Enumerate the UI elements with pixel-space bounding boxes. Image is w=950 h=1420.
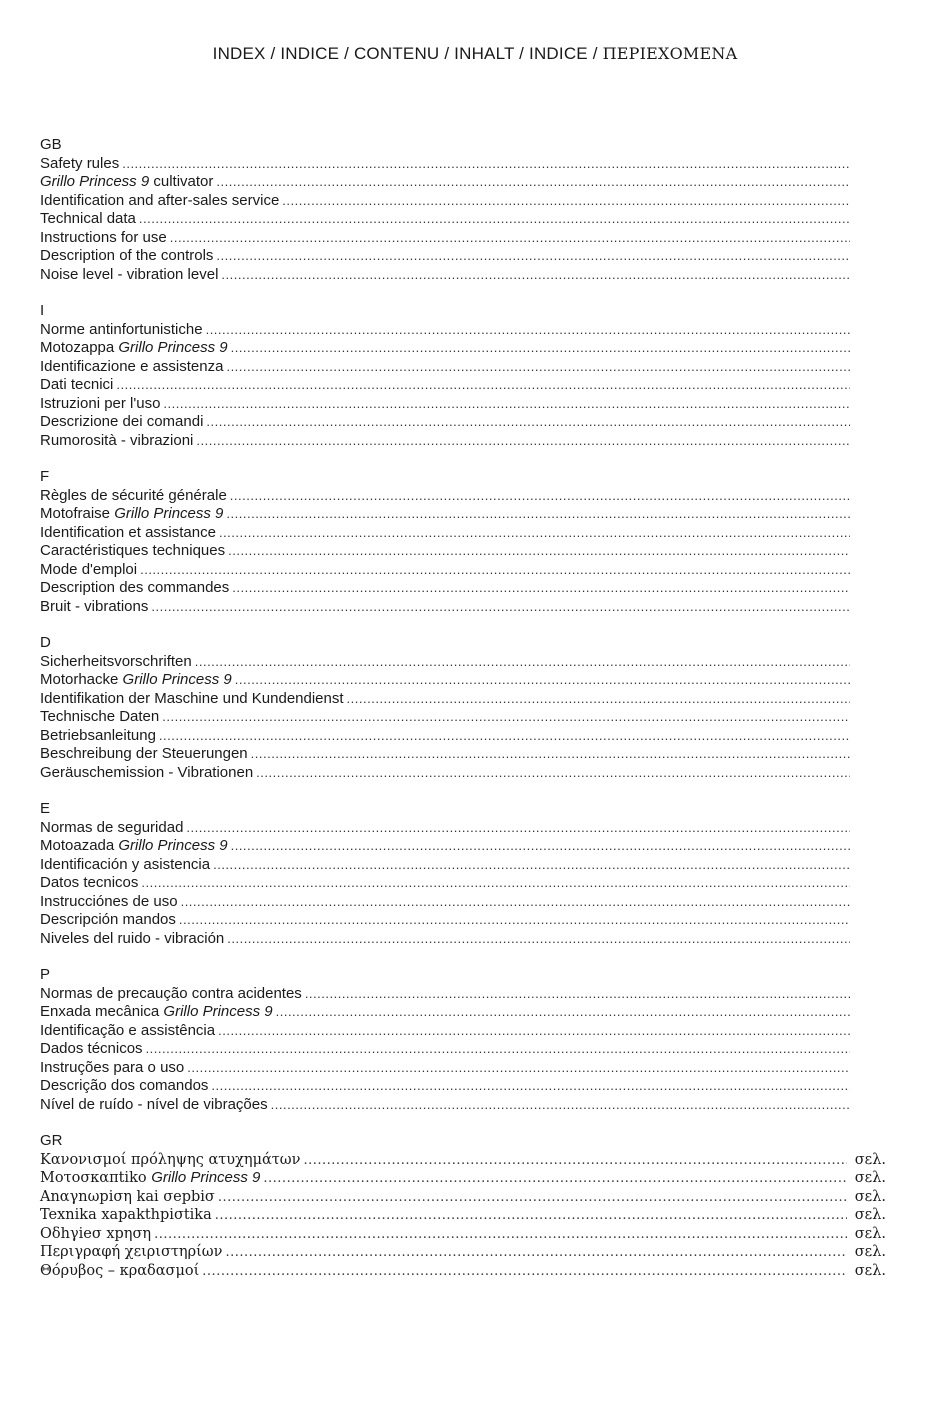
entry-label [40,1188,215,1207]
language-section-p [40,966,886,1114]
entry-text: Datos tecnicos [40,874,139,891]
index-entry[interactable] [40,1022,850,1041]
entry-label [40,339,228,358]
entry-label [40,173,213,192]
entry-text: Normas de seguridad [40,818,184,836]
page-title [0,44,950,64]
index-entry[interactable] [40,192,850,211]
entry-text: Technical data [40,210,136,227]
index-entry[interactable] [40,1003,850,1022]
dot-leader [226,358,850,377]
page-reference: σελ. [854,1207,886,1223]
language-section-d [40,634,886,782]
entry-text: Dati tecnici [40,376,114,393]
entry-product-name: Grillo Princess 9 [151,1169,261,1186]
entry-text: Norme antinfortunistiche [40,320,203,338]
entry-label [40,874,138,893]
index-entry[interactable] [40,247,850,266]
entry-text: Identificazione e assistenza [40,357,224,375]
entry-text-suffix: cultivator [149,173,214,190]
entry-text: Θόρυβος – κραδασμοί [40,1262,200,1279]
dot-leader [195,653,850,672]
index-entry[interactable] [40,561,850,580]
entry-label [40,745,248,764]
entry-product-name: Grillo Princess 9 [40,173,150,190]
entry-label [40,930,224,949]
entry-text: Motorhacke [40,671,123,688]
index-entry[interactable] [40,671,850,690]
entry-label [40,1003,273,1022]
dot-leader [216,173,850,192]
entry-text: Mode d'emploi [40,560,138,578]
language-section-gr [40,1132,886,1280]
dot-leader [231,339,850,358]
page-title-latin: INDEX / INDICE / CONTENU / INHALT / INDICE / [212,44,603,63]
entry-text: Règles de sécurité générale [40,486,227,504]
index-entry[interactable] [40,155,850,174]
index-entry[interactable] [40,930,850,949]
page-reference: σελ. [854,1225,886,1242]
dot-leader [221,266,850,285]
page-reference: σελ. [854,1170,886,1186]
dot-leader [225,1244,846,1263]
index-entry[interactable] [40,745,850,764]
entry-text: Identificação e assistência [40,1021,216,1039]
entry-text: Identificación y asistencia [40,855,211,873]
index-entry[interactable] [40,487,850,506]
entry-product-name: Grillo Princess 9 [122,671,232,688]
dot-leader [231,837,850,856]
entry-label [40,266,218,285]
entry-label [40,413,203,432]
entry-label [40,1243,222,1262]
dot-leader [146,1040,850,1059]
entry-text: Identifikation der Maschine und Kundendienst [40,689,344,707]
entry-text: Betriebsanleitung [40,726,156,744]
entry-label [40,542,225,561]
entry-label [40,1206,212,1225]
entry-text: Identification and after-sales service [40,191,280,209]
entry-product-name: Grillo Princess 9 [118,837,228,854]
entry-text: Noise level - vibration level [40,265,219,283]
dot-leader [211,1077,850,1096]
dot-leader [122,155,850,174]
index-entry[interactable] [40,376,850,395]
language-section-i [40,302,886,450]
entry-text: Instrucciónes de uso [40,892,178,910]
language-section-gb [40,136,886,284]
dot-leader [276,1003,850,1022]
entry-label [40,358,223,377]
index-entry[interactable] [40,837,850,856]
index-entry[interactable] [40,173,850,192]
entry-label [40,856,210,875]
index-entry[interactable] [40,395,850,414]
language-section-f [40,468,886,616]
entry-label [40,524,216,543]
entry-product-name: Grillo Princess 9 [163,1003,273,1020]
entry-text: Motozappa [40,339,119,356]
index-entry[interactable] [40,856,850,875]
dot-leader [196,432,850,451]
entry-text: Niveles del ruido - vibración [40,929,225,947]
index-entry[interactable] [40,266,850,285]
entry-label [40,819,183,838]
index-entry[interactable] [40,1188,886,1207]
index-entry[interactable] [40,819,850,838]
entry-text: Περιγραφή χειριστηρίων [40,1244,223,1260]
entry-product-name: Grillo Princess 9 [114,505,224,522]
dot-leader [181,893,850,912]
entry-label [40,505,223,524]
page-reference: σελ. [854,1244,886,1260]
index-entry[interactable] [40,1077,850,1096]
entry-label [40,727,156,746]
index-entry[interactable] [40,321,850,340]
dot-leader [202,1263,846,1282]
index-sections [40,136,886,1298]
entry-text: Μοτοσκαπtiko [40,1170,152,1186]
page-title-greek: ΠΕΡΙΕΧΟΜΕΝΑ [602,44,738,63]
language-section-e [40,800,886,948]
dot-leader [215,1207,847,1226]
dot-leader [141,874,850,893]
index-entry[interactable] [40,653,850,672]
page-reference: σελ. [854,1262,886,1279]
entry-text: Caractéristiques techniques [40,542,226,559]
entry-text: Motofraise [40,505,115,522]
entry-label [40,1096,268,1115]
index-entry[interactable] [40,911,850,930]
entry-label [40,837,228,856]
entry-label [40,985,302,1004]
dot-leader [159,727,850,746]
entry-label [40,395,160,414]
dot-leader [228,542,850,561]
dot-leader [163,395,850,414]
entry-text: Descrizione dei comandi [40,413,204,430]
entry-text: Instructions for use [40,228,167,246]
entry-text: Beschreibung der Steuerungen [40,745,248,762]
entry-label [40,653,192,672]
entry-label [40,1040,143,1059]
entry-label [40,764,253,783]
entry-label [40,893,178,912]
dot-leader [170,229,850,248]
entry-label [40,229,167,248]
index-entry[interactable] [40,874,850,893]
dot-leader [206,321,850,340]
dot-leader [230,487,850,506]
index-entry[interactable] [40,413,850,432]
index-entry[interactable] [40,229,850,248]
entry-label [40,1169,260,1188]
entry-text: Safety rules [40,154,120,172]
index-entry[interactable] [40,893,850,912]
dot-leader [227,930,850,949]
index-entry[interactable] [40,524,850,543]
entry-text: Descrição dos comandos [40,1077,209,1094]
entry-text: Instruções para o uso [40,1058,185,1076]
entry-label [40,1225,151,1244]
index-entry[interactable] [40,1096,850,1115]
entry-label [40,690,344,709]
dot-leader [226,505,850,524]
entry-text: Dados técnicos [40,1040,143,1057]
language-code: E [40,800,51,817]
entry-label [40,598,148,617]
dot-leader [140,561,850,580]
entry-text: Descripción mandos [40,911,176,928]
entry-label [40,579,229,598]
entry-label [40,1262,199,1281]
entry-text: Nível de ruído - nível de vibrações [40,1095,268,1113]
index-entry[interactable] [40,1151,886,1170]
entry-label [40,432,193,451]
entry-label [40,1022,215,1041]
index-entry[interactable] [40,432,850,451]
dot-leader [206,413,850,432]
entry-label [40,321,203,340]
entry-label [40,210,136,229]
entry-label [40,671,232,690]
dot-leader [186,819,850,838]
entry-text: Αnαγnωpiση kai σepbiσ [40,1188,215,1205]
index-entry[interactable] [40,1040,850,1059]
index-entry[interactable] [40,1225,886,1244]
index-entry[interactable] [40,1206,886,1225]
dot-leader [235,671,850,690]
entry-text: Description of the controls [40,247,214,264]
dot-leader [271,1096,850,1115]
language-code: GR [40,1132,63,1149]
index-entry[interactable] [40,579,850,598]
entry-text: Geräuschemission - Vibrationen [40,763,254,781]
dot-leader [219,524,850,543]
dot-leader [305,985,850,1004]
dot-leader [347,690,850,709]
entry-label [40,1059,184,1078]
entry-text: Sicherheitsvorschriften [40,652,192,670]
entry-text: Oδhγieσ xpηση [40,1225,152,1242]
index-entry[interactable] [40,542,850,561]
entry-text: Texnika xapakthpiσtika [40,1207,212,1223]
entry-text: Rumorosità - vibrazioni [40,431,194,449]
entry-label [40,561,137,580]
index-entry[interactable] [40,690,850,709]
dot-leader [303,1152,846,1171]
entry-text: Κανονισμοί πρόληψης ατυχημάτων [40,1151,301,1168]
index-entry[interactable] [40,708,850,727]
entry-text: Identification et assistance [40,523,216,541]
entry-label [40,155,119,174]
language-code: D [40,634,51,651]
index-entry[interactable] [40,505,850,524]
entry-label [40,247,213,266]
page-reference: σελ. [854,1151,886,1168]
entry-text: Istruzioni per l'uso [40,394,161,412]
dot-leader [116,376,850,395]
language-code: GB [40,136,62,153]
index-entry[interactable] [40,764,850,783]
dot-leader [151,598,850,617]
page-reference: σελ. [854,1188,886,1205]
language-code: P [40,966,51,983]
entry-product-name: Grillo Princess 9 [118,339,228,356]
language-code: F [40,468,50,485]
dot-leader [218,1189,847,1208]
dot-leader [218,1022,850,1041]
language-code: I [40,302,45,319]
index-entry[interactable] [40,358,850,377]
dot-leader [256,764,850,783]
index-entry[interactable] [40,1243,886,1262]
entry-label [40,192,279,211]
dot-leader [216,247,850,266]
dot-leader [179,911,850,930]
index-entry[interactable] [40,985,850,1004]
index-entry[interactable] [40,727,850,746]
index-entry[interactable] [40,1262,886,1281]
entry-text: Technische Daten [40,708,160,725]
entry-label [40,708,159,727]
index-entry[interactable] [40,1169,886,1188]
index-entry[interactable] [40,339,850,358]
entry-text: Motoazada [40,837,119,854]
dot-leader [251,745,850,764]
entry-label [40,911,176,930]
index-entry[interactable] [40,1059,850,1078]
entry-label [40,1151,300,1170]
entry-text: Description des commandes [40,579,230,596]
entry-text: Enxada mecânica [40,1003,164,1020]
dot-leader [232,579,850,598]
index-entry[interactable] [40,598,850,617]
dot-leader [263,1170,846,1189]
index-entry[interactable] [40,210,850,229]
entry-text: Bruit - vibrations [40,597,149,615]
dot-leader [282,192,850,211]
entry-label [40,1077,208,1096]
dot-leader [187,1059,850,1078]
dot-leader [213,856,850,875]
entry-text: Normas de precaução contra acidentes [40,984,302,1002]
entry-label [40,487,227,506]
dot-leader [154,1226,847,1245]
dot-leader [162,708,850,727]
dot-leader [139,210,850,229]
entry-label [40,376,113,395]
